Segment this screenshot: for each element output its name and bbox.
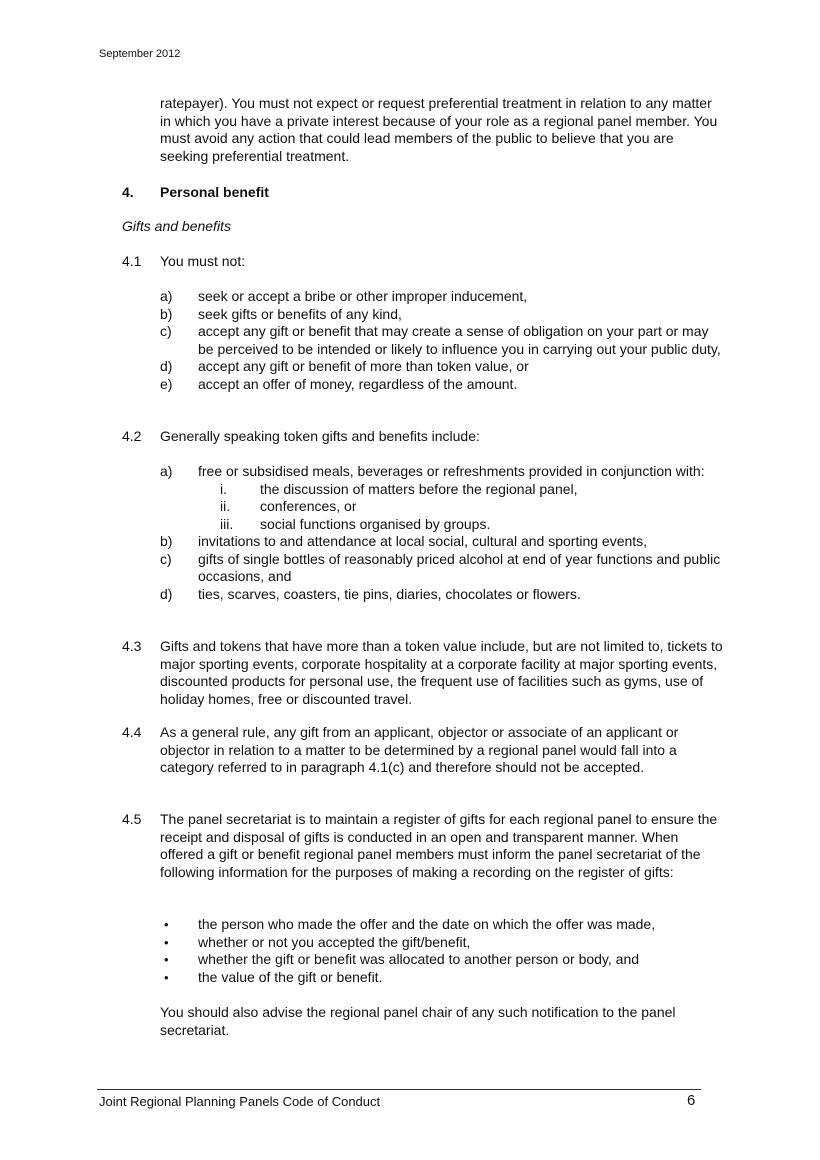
paragraph-number: 4.1 — [122, 253, 142, 269]
list-item — [160, 288, 725, 306]
list-label: e) — [160, 375, 173, 392]
paragraph-number: 4.5 — [122, 811, 142, 827]
sub-list-label: iii. — [220, 515, 234, 532]
list-label: b) — [160, 305, 173, 322]
bullet-text: whether the gift or benefit was allocated to another person or body, and — [198, 951, 640, 967]
paragraph-number: 4.4 — [122, 724, 142, 740]
page-number: 6 — [687, 1092, 696, 1109]
sub-list-item — [198, 498, 725, 516]
section-heading — [122, 184, 269, 200]
list-label: b) — [160, 533, 173, 549]
paragraph-4-5 — [122, 811, 725, 881]
list-item — [160, 323, 725, 358]
paragraph-text: As a general rule, any gift from an applicant, objector or associate of an applicant or objector in relation to a matter to be determined by a regional panel would fall into a category referred to in paragraph 4.1(c) and therefore should not be accepted. — [160, 724, 679, 775]
list-label: c) — [160, 323, 172, 339]
list-label: d) — [160, 358, 173, 374]
header-date: September 2012 — [99, 48, 181, 60]
list-item — [160, 533, 725, 551]
bullet-item — [160, 951, 725, 969]
list-item — [160, 463, 725, 533]
list-text: accept any gift or benefit of more than token value, or — [198, 358, 529, 374]
bullet-text: the value of the gift or benefit. — [198, 968, 383, 985]
closing-paragraph: You should also advise the regional panel chair of any such notification to the panel secretariat. — [160, 1004, 676, 1038]
bullet-list-4-5 — [160, 916, 725, 986]
section-title: Personal benefit — [160, 184, 269, 200]
footer-title: Joint Regional Planning Panels Code of Conduct — [99, 1094, 381, 1109]
paragraph-text: Gifts and tokens that have more than a token value include, but are not limited to, tickets to major sporting events, corporate hospitality at a corporate facility at major sporting events, discounted products for personal use, the frequent use of facilities such as gyms, use of holiday homes, free or discounted travel. — [160, 638, 723, 707]
list-4-1 — [160, 288, 725, 393]
paragraph-text: Generally speaking token gifts and benefits include: — [160, 428, 480, 444]
sub-list — [198, 481, 725, 534]
list-item — [160, 586, 725, 604]
paragraph-4-3 — [122, 638, 725, 708]
bullet-text: the person who made the offer and the date on which the offer was made, — [198, 916, 656, 932]
bullet-item — [160, 969, 725, 987]
paragraph-number: 4.2 — [122, 428, 142, 444]
paragraph-number: 4.3 — [122, 638, 142, 654]
list-text: seek or accept a bribe or other improper inducement, — [198, 288, 528, 304]
section-number: 4. — [122, 184, 134, 200]
bullet-item — [160, 916, 725, 934]
list-item — [160, 551, 725, 586]
list-item — [160, 358, 725, 376]
list-label: c) — [160, 550, 172, 567]
list-text: accept any gift or benefit that may create a sense of obligation on your part or may be perceived to be intended or likely to influence you in carrying out your public duty, — [198, 323, 721, 357]
section-subtitle: Gifts and benefits — [122, 218, 231, 234]
sub-list-label: i. — [220, 480, 227, 497]
paragraph-4-2 — [122, 428, 725, 446]
list-text: ties, scarves, coasters, tie pins, diaries, chocolates or flowers. — [198, 585, 581, 602]
list-4-2 — [160, 463, 725, 603]
footer-divider — [97, 1089, 701, 1090]
continuation-paragraph: ratepayer). You must not expect or request preferential treatment in relation to any matter in which you have a private interest because of your role as a regional panel member. You must avoid any action that could lead members of the public to believe that you are seeking preferential treatment. — [160, 95, 718, 164]
list-item — [160, 306, 725, 324]
sub-list-item — [198, 516, 725, 534]
list-label: a) — [160, 463, 173, 479]
bullet-text: whether or not you accepted the gift/benefit, — [198, 933, 471, 950]
bullet-icon: • — [164, 917, 169, 932]
list-label: d) — [160, 585, 173, 602]
sub-list-text: conferences, or — [260, 498, 357, 514]
list-label: a) — [160, 288, 173, 304]
bullet-icon: • — [164, 952, 169, 967]
paragraph-text: You must not: — [160, 253, 246, 269]
sub-list-text: social functions organised by groups. — [260, 515, 491, 532]
list-text: accept an offer of money, regardless of the amount. — [198, 375, 518, 392]
paragraph-text: The panel secretariat is to maintain a register of gifts for each regional panel to ensure the receipt and disposal of gifts is conducted in an open and transparent manner. When offered a gift or benefit regional panel members must inform the panel secretariat of the following information for the purposes of making a recording on the register of gifts: — [160, 811, 718, 880]
sub-list-text: the discussion of matters before the regional panel, — [260, 480, 578, 497]
list-text: gifts of single bottles of reasonably priced alcohol at end of year functions and public occasions, and — [198, 550, 721, 584]
paragraph-4-1 — [122, 253, 725, 271]
sub-list-label: ii. — [220, 498, 231, 514]
bullet-item — [160, 934, 725, 952]
list-item — [160, 376, 725, 394]
list-text: free or subsidised meals, beverages or refreshments provided in conjunction with: — [198, 463, 705, 479]
bullet-icon: • — [164, 969, 169, 985]
list-text: invitations to and attendance at local social, cultural and sporting events, — [198, 533, 648, 549]
list-text: seek gifts or benefits of any kind, — [198, 305, 402, 322]
paragraph-4-4 — [122, 724, 725, 777]
bullet-icon: • — [164, 934, 169, 950]
sub-list-item — [198, 481, 725, 499]
